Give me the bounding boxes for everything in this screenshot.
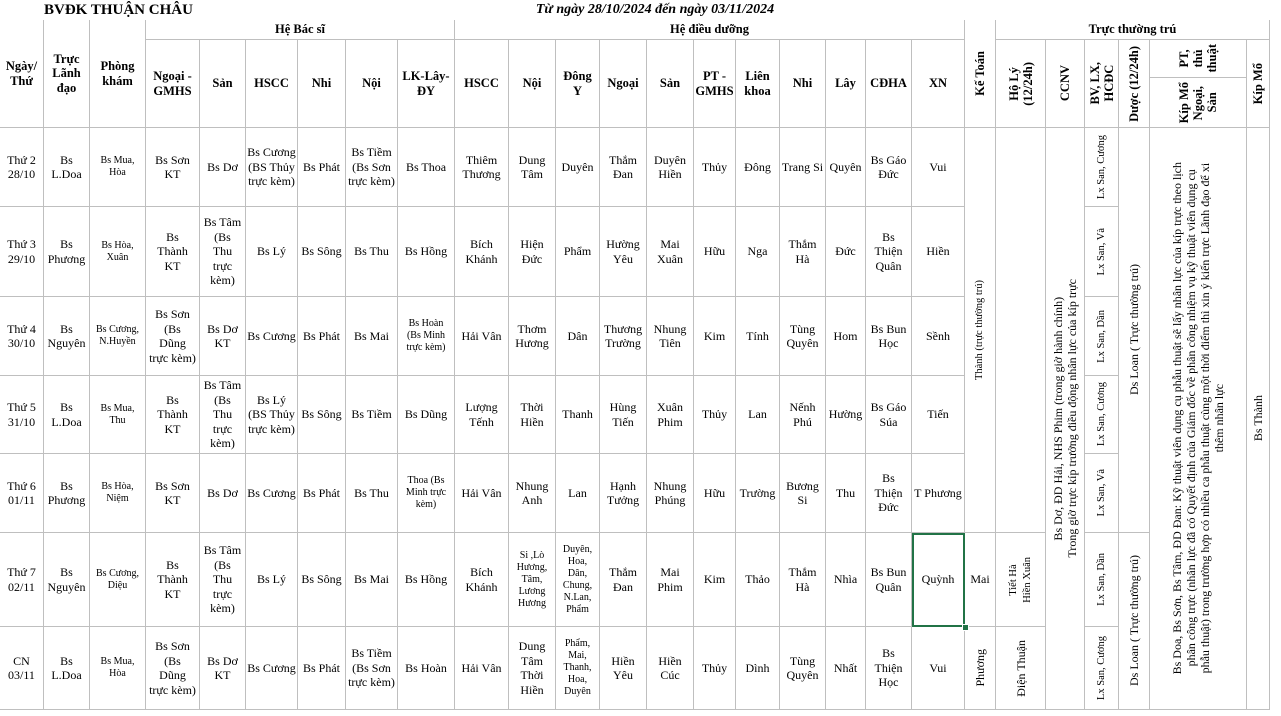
row-6-doctor-1[interactable]: Bs Dơ KT — [200, 627, 246, 710]
bvlx-row-5-text: Lx San, Dần — [1095, 553, 1107, 606]
row-2-nurse-6[interactable]: Tính — [736, 297, 780, 376]
row-6-clinic[interactable]: Bs Mua, Hòa — [90, 627, 146, 710]
row-4-doctor-3[interactable]: Bs Phát — [298, 454, 346, 533]
row-2-nurse-3[interactable]: Thương Trường — [600, 297, 647, 376]
row-0-nurse-10[interactable]: Vui — [912, 128, 965, 207]
header-kip1-text: Kíp Mổ Ngoại, Sản — [1177, 81, 1219, 124]
row-2-leader[interactable]: Bs Nguyên — [44, 297, 90, 376]
row-5-doctor-5[interactable]: Bs Hồng — [398, 533, 455, 627]
header-leader[interactable]: Trực Lãnh đạo — [44, 20, 90, 128]
kip2-note[interactable] — [1247, 128, 1270, 710]
header-kip2-text: Kíp Mổ — [1251, 62, 1265, 105]
header-nurse-3[interactable]: Ngoại — [600, 40, 647, 128]
row-5-nurse-10[interactable]: Quỳnh — [912, 533, 965, 627]
guard-sun[interactable] — [996, 627, 1046, 710]
row-5-doctor-2[interactable]: Bs Lý — [246, 533, 298, 627]
row-1-nurse-7[interactable]: Thắm Hà — [780, 207, 826, 297]
row-5-nurse-3[interactable]: Thắm Đan — [600, 533, 647, 627]
pharmacy-bottom-text: Ds Loan ( Trực thường trú) — [1127, 555, 1141, 687]
header-nurse-9[interactable]: CĐHA — [866, 40, 912, 128]
header-guard[interactable] — [996, 40, 1046, 128]
header-bvlx[interactable] — [1085, 40, 1119, 128]
row-1-nurse-4[interactable]: Mai Xuân — [647, 207, 694, 297]
row-6-nurse-4[interactable]: Hiền Cúc — [647, 627, 694, 710]
header-guard-text: Hộ Lý (12/24h) — [1006, 61, 1035, 106]
row-5-nurse-8[interactable]: Nhìa — [826, 533, 866, 627]
row-0-nurse-2[interactable]: Duyên — [556, 128, 600, 207]
row-5-doctor-3[interactable]: Bs Sông — [298, 533, 346, 627]
guard-sat-text: Tiết Hà Hiền Xuân — [1007, 556, 1033, 603]
row-6-nurse-3[interactable]: Hiền Yêu — [600, 627, 647, 710]
row-6-doctor-0[interactable]: Bs Sơn (Bs Dũng trực kèm) — [146, 627, 200, 710]
row-1-nurse-9[interactable]: Bs Thiện Quân — [866, 207, 912, 297]
row-0-day[interactable]: Thứ 2 28/10 — [0, 128, 44, 207]
row-4-nurse-0[interactable]: Hải Vân — [455, 454, 509, 533]
bvlx-row-0-text: Lx San, Cương — [1095, 134, 1107, 200]
row-1-doctor-2[interactable]: Bs Lý — [246, 207, 298, 297]
bvlx-row-6-text: Lx San, Cương — [1095, 635, 1107, 701]
row-6-doctor-3[interactable]: Bs Phát — [298, 627, 346, 710]
selection-fill-handle[interactable] — [962, 624, 969, 631]
row-2-doctor-1[interactable]: Bs Dơ KT — [200, 297, 246, 376]
guard-empty[interactable] — [996, 128, 1046, 533]
row-0-nurse-5[interactable]: Thủy — [694, 128, 736, 207]
bvlx-row-3[interactable] — [1085, 376, 1119, 454]
header-kip1[interactable] — [1150, 78, 1247, 128]
header-doctor-4[interactable]: Nội — [346, 40, 398, 128]
row-6-leader[interactable]: Bs L.Doa — [44, 627, 90, 710]
header-pt[interactable] — [1150, 40, 1247, 78]
row-3-nurse-9[interactable]: Bs Gáo Súa — [866, 376, 912, 454]
guard-sun-text: Điện Thuận — [1013, 639, 1028, 697]
header-doctor-5[interactable]: LK-Lây- ĐY — [398, 40, 455, 128]
row-0-nurse-1[interactable]: Dung Tâm — [509, 128, 556, 207]
header-nurse-4[interactable]: Sản — [647, 40, 694, 128]
row-5-doctor-0[interactable]: Bs Thành KT — [146, 533, 200, 627]
row-4-day[interactable]: Thứ 6 01/11 — [0, 454, 44, 533]
row-4-doctor-1[interactable]: Bs Dơ — [200, 454, 246, 533]
header-pharmacy-text: Dược (12/24h) — [1127, 45, 1141, 122]
accountant-sun[interactable] — [965, 627, 996, 710]
row-1-doctor-0[interactable]: Bs Thành KT — [146, 207, 200, 297]
row-1-doctor-1[interactable]: Bs Tâm (Bs Thu trực kèm) — [200, 207, 246, 297]
row-0-leader[interactable]: Bs L.Doa — [44, 128, 90, 207]
row-3-doctor-0[interactable]: Bs Thành KT — [146, 376, 200, 454]
row-2-doctor-2[interactable]: Bs Cương — [246, 297, 298, 376]
row-4-nurse-6[interactable]: Trường — [736, 454, 780, 533]
row-0-doctor-1[interactable]: Bs Dơ — [200, 128, 246, 207]
accountant-main[interactable] — [965, 128, 996, 533]
bvlx-row-4[interactable] — [1085, 454, 1119, 533]
row-1-nurse-6[interactable]: Nga — [736, 207, 780, 297]
pharmacy-bottom[interactable] — [1119, 533, 1150, 710]
row-5-clinic[interactable]: Bs Cương, Diệu — [90, 533, 146, 627]
row-3-nurse-3[interactable]: Hùng Tiến — [600, 376, 647, 454]
header-doctor-2[interactable]: HSCC — [246, 40, 298, 128]
row-6-doctor-4[interactable]: Bs Tiềm (Bs Sơn trực kèm) — [346, 627, 398, 710]
header-doctor-1[interactable]: Sản — [200, 40, 246, 128]
bvlx-row-0[interactable] — [1085, 128, 1119, 207]
header-ccnv-text: CCNV — [1058, 65, 1072, 102]
row-4-nurse-8[interactable]: Thu — [826, 454, 866, 533]
row-1-doctor-3[interactable]: Bs Sông — [298, 207, 346, 297]
row-1-doctor-4[interactable]: Bs Thu — [346, 207, 398, 297]
group-nursing[interactable]: Hệ điều dưỡng — [455, 20, 965, 40]
row-3-clinic[interactable]: Bs Mua, Thu — [90, 376, 146, 454]
row-1-nurse-5[interactable]: Hữu — [694, 207, 736, 297]
header-nurse-5[interactable]: PT - GMHS — [694, 40, 736, 128]
row-6-nurse-2[interactable]: Phẩm, Mai, Thanh, Hoa, Duyên — [556, 627, 600, 710]
bvlx-row-5[interactable] — [1085, 533, 1119, 627]
row-3-nurse-0[interactable]: Lượng Tếnh — [455, 376, 509, 454]
header-nurse-2[interactable]: Đông Y — [556, 40, 600, 128]
group-permanent[interactable]: Trực thường trú — [996, 20, 1270, 40]
row-5-nurse-1[interactable]: Si ,Lò Hương, Tâm, Lương Hương — [509, 533, 556, 627]
row-2-day[interactable]: Thứ 4 30/10 — [0, 297, 44, 376]
header-bvlx-text: BV, LX, HCĐC — [1087, 62, 1116, 105]
row-5-doctor-1[interactable]: Bs Tâm (Bs Thu trực kèm) — [200, 533, 246, 627]
row-0-nurse-6[interactable]: Đông — [736, 128, 780, 207]
row-4-doctor-4[interactable]: Bs Thu — [346, 454, 398, 533]
accountant-sun-text: Phương — [973, 649, 987, 687]
row-0-doctor-0[interactable]: Bs Sơn KT — [146, 128, 200, 207]
row-6-nurse-8[interactable]: Nhất — [826, 627, 866, 710]
header-nurse-10[interactable]: XN — [912, 40, 965, 128]
row-2-nurse-8[interactable]: Hom — [826, 297, 866, 376]
row-3-nurse-8[interactable]: Hường — [826, 376, 866, 454]
row-5-leader[interactable]: Bs Nguyên — [44, 533, 90, 627]
row-2-doctor-5[interactable]: Bs Hoàn (Bs Minh trực kèm) — [398, 297, 455, 376]
accountant-sat[interactable]: Mai — [965, 533, 996, 627]
bvlx-row-1[interactable] — [1085, 207, 1119, 297]
pt-note-text: Bs Doa, Bs Sơn, Bs Tâm, ĐD Đan: Kỹ thuật viên dụng cụ phẫu thuật sẽ lấy nhân lực của kíp trực theo lịch phân công trực (nhân lực đã có Quyết định của Giám đốc về phân công nhiệm vụ kỹ thuật viên dụng cụ phẫu thuật) trong trường hợp có nhiều ca phẫu thuật cùng một thời điểm thì xin ý kiến trực Lãnh đạo để xi thêm nhân lực — [1170, 162, 1226, 675]
row-0-nurse-0[interactable]: Thiêm Thương — [455, 128, 509, 207]
row-2-nurse-9[interactable]: Bs Bun Học — [866, 297, 912, 376]
row-0-doctor-2[interactable]: Bs Cương (BS Thủy trực kèm) — [246, 128, 298, 207]
row-2-nurse-4[interactable]: Nhung Tiên — [647, 297, 694, 376]
group-doctors[interactable]: Hệ Bác sĩ — [146, 20, 455, 40]
row-4-doctor-0[interactable]: Bs Sơn KT — [146, 454, 200, 533]
row-1-clinic[interactable]: Bs Hòa, Xuân — [90, 207, 146, 297]
row-4-nurse-4[interactable]: Nhung Phúng — [647, 454, 694, 533]
ccnv-note-text: Bs Dơ, ĐD Hải, NHS Phim (trong giờ hành chính) Trong giờ trực kíp trưởng điều động nhân lực của kíp trực — [1051, 279, 1079, 558]
row-2-nurse-1[interactable]: Thơm Hương — [509, 297, 556, 376]
row-1-nurse-8[interactable]: Đức — [826, 207, 866, 297]
header-kip2[interactable] — [1247, 40, 1270, 128]
row-0-doctor-4[interactable]: Bs Tiềm (Bs Sơn trực kèm) — [346, 128, 398, 207]
row-0-clinic[interactable]: Bs Mua, Hòa — [90, 128, 146, 207]
row-6-doctor-5[interactable]: Bs Hoàn — [398, 627, 455, 710]
row-5-nurse-4[interactable]: Mai Phim — [647, 533, 694, 627]
bvlx-row-2[interactable] — [1085, 297, 1119, 376]
row-2-doctor-3[interactable]: Bs Phát — [298, 297, 346, 376]
row-5-nurse-6[interactable]: Thảo — [736, 533, 780, 627]
row-0-doctor-3[interactable]: Bs Phát — [298, 128, 346, 207]
bvlx-row-4-text: Lx San, Và — [1095, 469, 1107, 517]
row-5-nurse-0[interactable]: Bích Khánh — [455, 533, 509, 627]
row-1-nurse-3[interactable]: Hường Yêu — [600, 207, 647, 297]
row-4-leader[interactable]: Bs Phương — [44, 454, 90, 533]
row-0-nurse-9[interactable]: Bs Gáo Đức — [866, 128, 912, 207]
row-3-nurse-2[interactable]: Thanh — [556, 376, 600, 454]
row-4-doctor-5[interactable]: Thoa (Bs Minh trực kèm) — [398, 454, 455, 533]
row-2-doctor-0[interactable]: Bs Sơn (Bs Dũng trực kèm) — [146, 297, 200, 376]
pt-note[interactable] — [1150, 128, 1247, 710]
row-5-day[interactable]: Thứ 7 02/11 — [0, 533, 44, 627]
row-3-nurse-10[interactable]: Tiến — [912, 376, 965, 454]
bvlx-row-2-text: Lx San, Dần — [1095, 309, 1107, 363]
row-2-nurse-7[interactable]: Tùng Quyên — [780, 297, 826, 376]
row-0-doctor-5[interactable]: Bs Thoa — [398, 128, 455, 207]
header-clinic[interactable]: Phòng khám — [90, 20, 146, 128]
header-pt-text: PT, thủ thuật — [1177, 44, 1219, 73]
header-accountant[interactable] — [965, 20, 996, 128]
header-accountant-text: Kế Toán — [973, 51, 987, 96]
row-5-nurse-7[interactable]: Thắm Hà — [780, 533, 826, 627]
accountant-main-text: Thành (trực thường trú) — [974, 279, 985, 381]
row-2-nurse-5[interactable]: Kim — [694, 297, 736, 376]
ccnv-note[interactable] — [1046, 128, 1085, 710]
row-1-nurse-1[interactable]: Hiện Đức — [509, 207, 556, 297]
header-doctor-3[interactable]: Nhi — [298, 40, 346, 128]
row-3-doctor-2[interactable]: Bs Lý (BS Thủy trực kèm) — [246, 376, 298, 454]
row-4-nurse-3[interactable]: Hạnh Tưởng — [600, 454, 647, 533]
row-3-leader[interactable]: Bs L.Doa — [44, 376, 90, 454]
row-1-nurse-10[interactable]: Hiền — [912, 207, 965, 297]
row-2-nurse-10[interactable]: Sềnh — [912, 297, 965, 376]
row-0-nurse-8[interactable]: Quyên — [826, 128, 866, 207]
row-2-nurse-0[interactable]: Hải Vân — [455, 297, 509, 376]
row-4-nurse-7[interactable]: Bương Si — [780, 454, 826, 533]
row-6-nurse-5[interactable]: Thủy — [694, 627, 736, 710]
row-5-doctor-4[interactable]: Bs Mai — [346, 533, 398, 627]
row-3-doctor-5[interactable]: Bs Dũng — [398, 376, 455, 454]
row-6-nurse-7[interactable]: Tùng Quyên — [780, 627, 826, 710]
kip2-note-text: Bs Thành — [1251, 395, 1265, 442]
row-5-nurse-2[interactable]: Duyên, Hoa, Dân, Chung, N.Lan, Phẩm — [556, 533, 600, 627]
row-5-nurse-5[interactable]: Kim — [694, 533, 736, 627]
row-0-nurse-3[interactable]: Thắm Đan — [600, 128, 647, 207]
header-doctor-0[interactable]: Ngoại - GMHS — [146, 40, 200, 128]
header-nurse-6[interactable]: Liên khoa — [736, 40, 780, 128]
bvlx-row-3-text: Lx San, Cương — [1095, 382, 1107, 447]
row-0-nurse-4[interactable]: Duyên Hiền — [647, 128, 694, 207]
row-4-nurse-9[interactable]: Bs Thiện Đức — [866, 454, 912, 533]
row-1-nurse-2[interactable]: Phẩm — [556, 207, 600, 297]
header-nurse-7[interactable]: Nhi — [780, 40, 826, 128]
row-1-nurse-0[interactable]: Bích Khánh — [455, 207, 509, 297]
row-3-doctor-1[interactable]: Bs Tâm (Bs Thu trực kèm) — [200, 376, 246, 454]
row-3-doctor-4[interactable]: Bs Tiềm — [346, 376, 398, 454]
guard-sat[interactable] — [996, 533, 1046, 627]
row-6-nurse-0[interactable]: Hải Vân — [455, 627, 509, 710]
row-5-nurse-9[interactable]: Bs Bun Quân — [866, 533, 912, 627]
pharmacy-top-text: Ds Loan ( Trực thường trú) — [1127, 264, 1141, 396]
header-pharmacy[interactable] — [1119, 40, 1150, 128]
row-3-nurse-7[interactable]: Nếnh Phú — [780, 376, 826, 454]
row-2-doctor-4[interactable]: Bs Mai — [346, 297, 398, 376]
header-ccnv[interactable] — [1046, 40, 1085, 128]
header-nurse-1[interactable]: Nội — [509, 40, 556, 128]
row-4-nurse-2[interactable]: Lan — [556, 454, 600, 533]
row-3-nurse-6[interactable]: Lan — [736, 376, 780, 454]
row-4-nurse-5[interactable]: Hữu — [694, 454, 736, 533]
row-3-day[interactable]: Thứ 5 31/10 — [0, 376, 44, 454]
row-6-nurse-6[interactable]: Dình — [736, 627, 780, 710]
row-2-nurse-2[interactable]: Dân — [556, 297, 600, 376]
row-6-doctor-2[interactable]: Bs Cương — [246, 627, 298, 710]
bvlx-row-6[interactable] — [1085, 627, 1119, 710]
header-nurse-0[interactable]: HSCC — [455, 40, 509, 128]
row-6-nurse-9[interactable]: Bs Thiện Học — [866, 627, 912, 710]
row-3-nurse-5[interactable]: Thủy — [694, 376, 736, 454]
row-3-doctor-3[interactable]: Bs Sông — [298, 376, 346, 454]
row-4-clinic[interactable]: Bs Hòa, Niệm — [90, 454, 146, 533]
period-title: Từ ngày 28/10/2024 đến ngày 03/11/2024 — [535, 2, 775, 17]
row-3-nurse-4[interactable]: Xuân Phim — [647, 376, 694, 454]
row-4-nurse-10[interactable]: T Phương — [912, 454, 965, 533]
row-3-nurse-1[interactable]: Thời Hiền — [509, 376, 556, 454]
header-nurse-8[interactable]: Lây — [826, 40, 866, 128]
row-2-clinic[interactable]: Bs Cương, N.Huyền — [90, 297, 146, 376]
row-6-day[interactable]: CN 03/11 — [0, 627, 44, 710]
row-1-day[interactable]: Thứ 3 29/10 — [0, 207, 44, 297]
row-4-doctor-2[interactable]: Bs Cương — [246, 454, 298, 533]
row-0-nurse-7[interactable]: Trang Si — [780, 128, 826, 207]
row-4-nurse-1[interactable]: Nhung Anh — [509, 454, 556, 533]
row-6-nurse-10[interactable]: Vui — [912, 627, 965, 710]
row-1-doctor-5[interactable]: Bs Hồng — [398, 207, 455, 297]
bvlx-row-1-text: Lx San, Và — [1095, 227, 1107, 276]
header-day[interactable]: Ngày/ Thứ — [0, 20, 44, 128]
row-1-leader[interactable]: Bs Phương — [44, 207, 90, 297]
row-6-nurse-1[interactable]: Dung Tâm Thời Hiền — [509, 627, 556, 710]
pharmacy-top[interactable] — [1119, 128, 1150, 533]
hospital-title: BVĐK THUẬN CHÂU — [44, 1, 193, 18]
